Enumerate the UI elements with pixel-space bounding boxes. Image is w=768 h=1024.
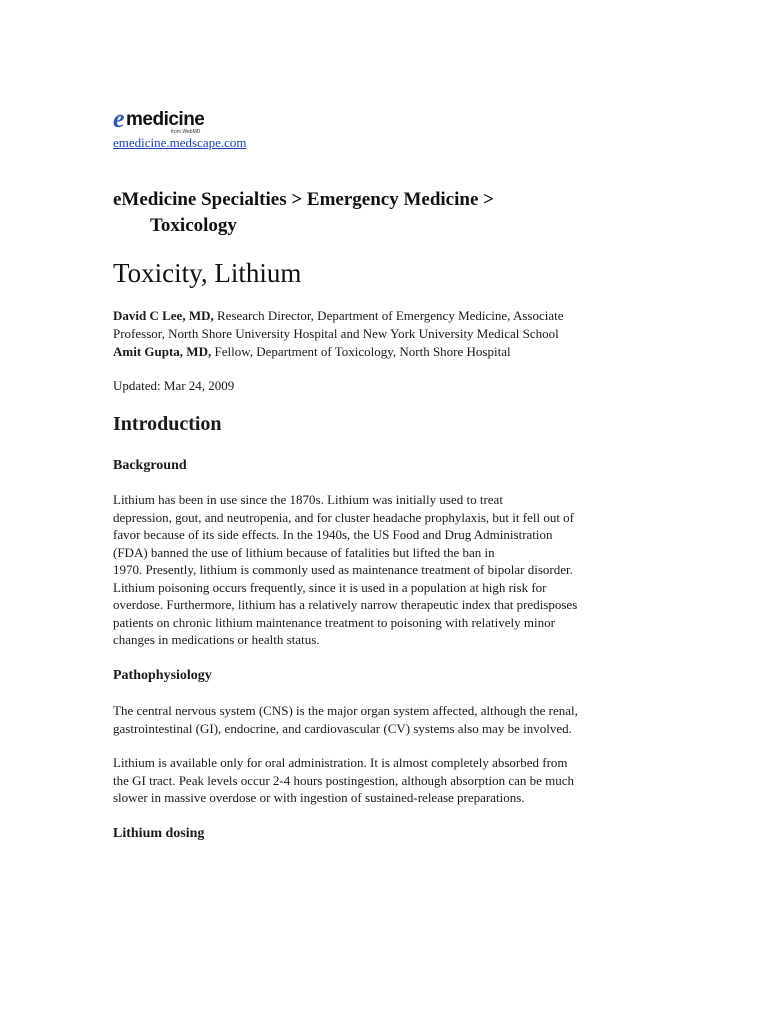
logo-tagline: from WebMD <box>171 129 201 135</box>
author-2-affiliation: Fellow, Department of Toxicology, North Shore Hospital <box>211 344 511 359</box>
background-line: Lithium has been in use since the 1870s. Lithium was initially used to treat <box>113 492 503 507</box>
authors-block <box>113 307 658 361</box>
author-2-name: Amit Gupta, MD, <box>113 344 212 359</box>
pathophysiology-line: Lithium is available only for oral administration. It is almost completely absorbed from <box>113 755 568 770</box>
pathophysiology-paragraph-1 <box>113 702 658 737</box>
subheading-pathophysiology: Pathophysiology <box>113 668 212 683</box>
background-line: depression, gout, and neutropenia, and for cluster headache prophylaxis, but it fell out of <box>113 509 575 525</box>
pathophysiology-line: gastrointestinal (GI), endocrine, and cardiovascular (CV) systems also may be involved. <box>113 720 572 736</box>
emedicine-logo <box>113 106 223 136</box>
pathophysiology-line: The central nervous system (CNS) is the major organ system affected, although the renal, <box>113 703 578 718</box>
background-line: favor because of its side effects. In the 1940s, the US Food and Drug Administration <box>113 527 553 542</box>
background-line: 1970. Presently, lithium is commonly used as maintenance treatment of bipolar disorder. <box>113 562 573 577</box>
background-line: Lithium poisoning occurs frequently, since it is used in a population at high risk for <box>113 579 547 595</box>
breadcrumb <box>113 187 658 239</box>
author-1-affiliation-line-1: Research Director, Department of Emergency Medicine, Associate <box>213 308 564 323</box>
updated-date: Updated: Mar 24, 2009 <box>113 378 235 393</box>
pathophysiology-line: the GI tract. Peak levels occur 2-4 hours postingestion, although absorption can be much <box>113 772 575 788</box>
background-line: patients on chronic lithium maintenance treatment to poisoning with relatively minor <box>113 614 555 630</box>
logo-e-letter: e <box>113 104 125 133</box>
author-1-name: David C Lee, MD, <box>113 308 214 323</box>
background-line: (FDA) banned the use of lithium because of fatalities but lifted the ban in <box>113 544 495 560</box>
article-title: Toxicity, Lithium <box>113 258 302 288</box>
breadcrumb-line-2: Toxicology <box>150 215 237 236</box>
subheading-lithium-dosing: Lithium dosing <box>113 826 205 841</box>
pathophysiology-paragraph-2 <box>113 754 658 807</box>
background-paragraph <box>113 491 658 649</box>
background-line: overdose. Furthermore, lithium has a relatively narrow therapeutic index that predisposes <box>113 597 578 612</box>
logo-wordmark: medicine <box>126 109 205 130</box>
breadcrumb-line-1: eMedicine Specialties > Emergency Medicine > <box>113 189 494 210</box>
site-link[interactable]: emedicine.medscape.com <box>113 135 247 150</box>
subheading-background: Background <box>113 458 187 473</box>
author-1-affiliation-line-2: Professor, North Shore University Hospital and New York University Medical School <box>113 326 559 341</box>
pathophysiology-line: slower in massive overdose or with ingestion of sustained-release preparations. <box>113 790 525 805</box>
section-title-introduction: Introduction <box>113 413 222 435</box>
background-line: changes in medications or health status. <box>113 632 320 647</box>
